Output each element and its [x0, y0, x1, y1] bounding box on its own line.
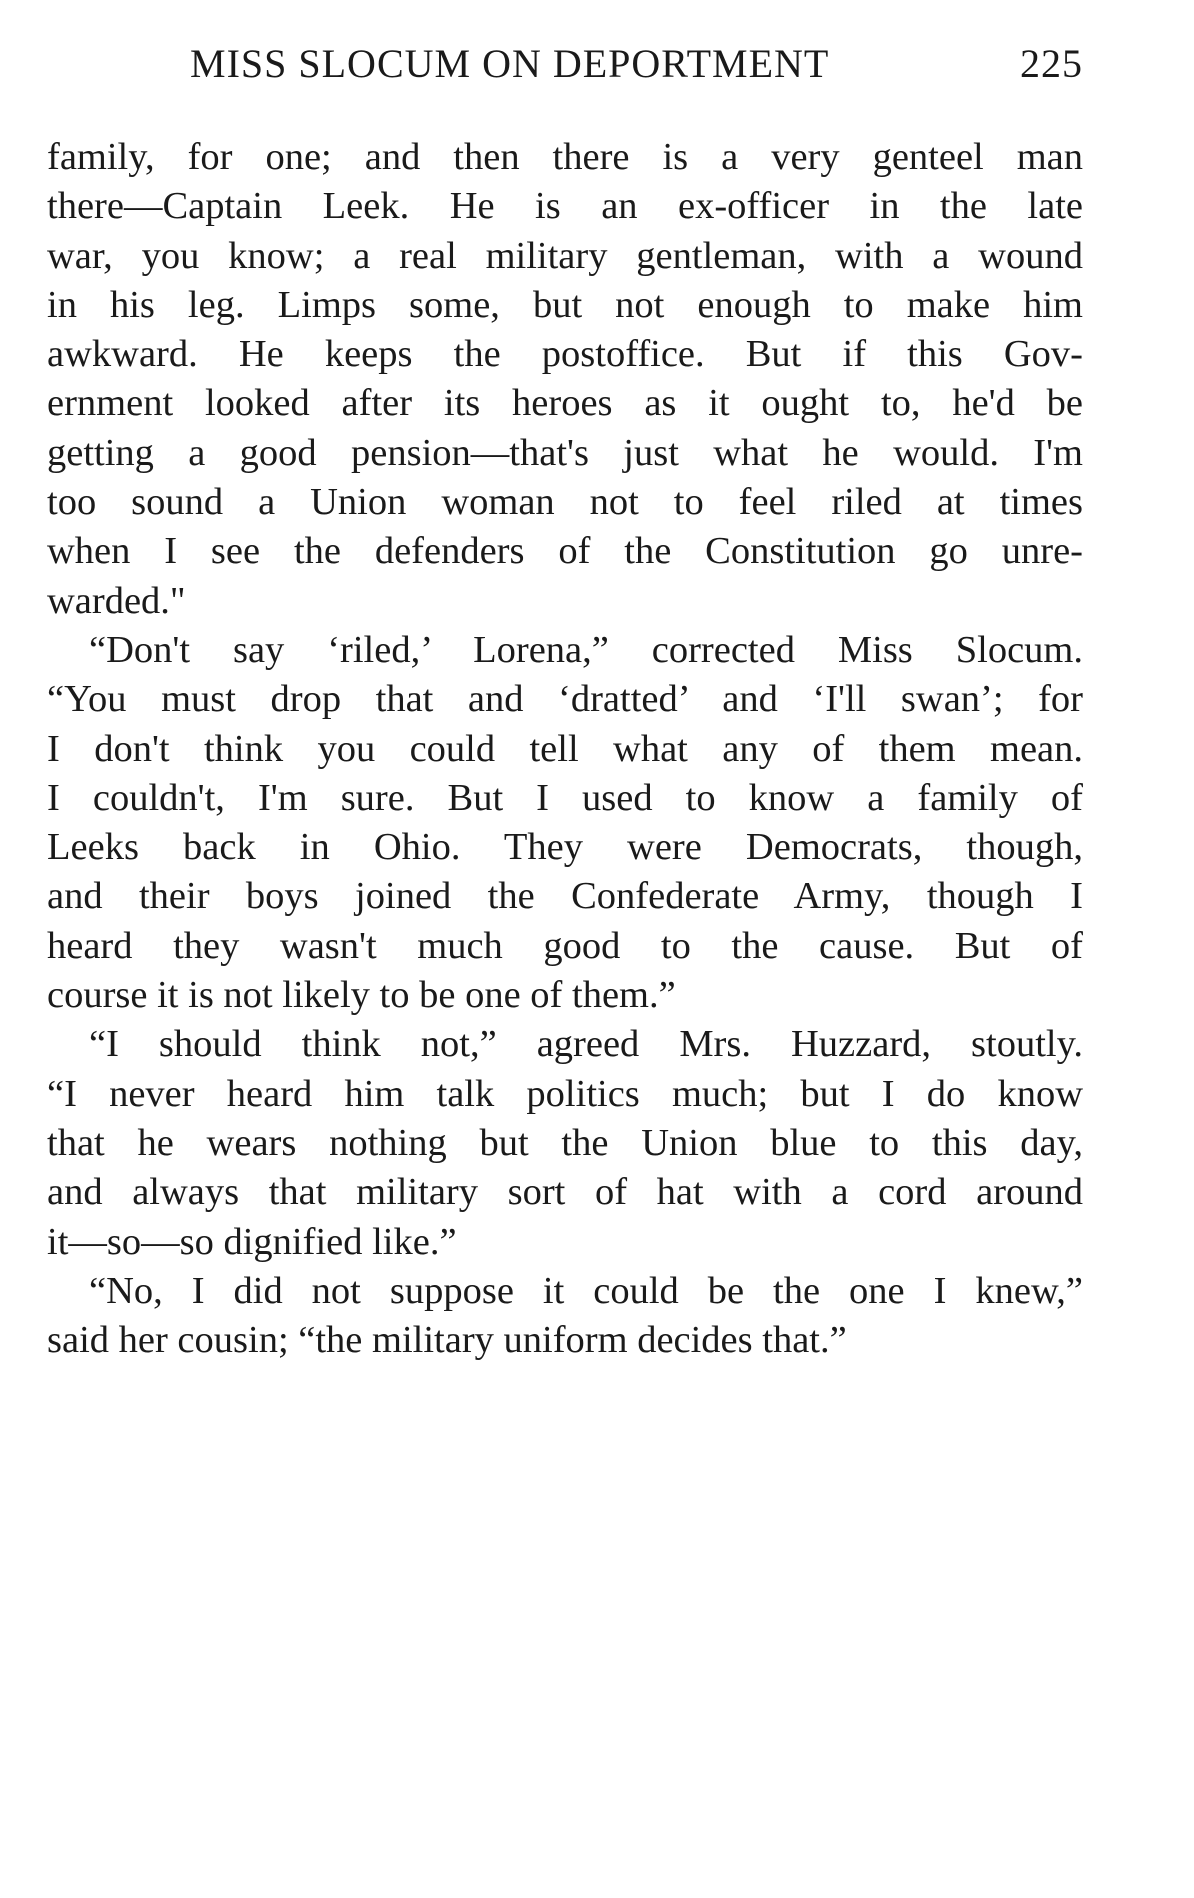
body-text: [47, 133, 1083, 1365]
text-line: in his leg. Limps some, but not enough to make him: [47, 283, 1083, 326]
text-line: ernment looked after its heroes as it ought to, he'd be: [47, 382, 1083, 425]
text-line: “I never heard him talk politics much; but I do know: [47, 1072, 1083, 1115]
running-title: MISS SLOCUM ON DEPORTMENT: [190, 41, 830, 86]
text-line: warded.": [47, 579, 186, 622]
text-line: “You must drop that and ‘dratted’ and ‘I'll swan’; for: [47, 678, 1083, 721]
text-line: Leeks back in Ohio. They were Democrats, though,: [47, 826, 1083, 869]
text-line: getting a good pension—that's just what he would. I'm: [47, 431, 1083, 474]
text-line: I don't think you could tell what any of them mean.: [47, 727, 1083, 770]
text-line: there—Captain Leek. He is an ex-officer in the late: [47, 185, 1083, 228]
text-line: when I see the defenders of the Constitution go unre-: [47, 530, 1083, 573]
text-line: too sound a Union woman not to feel riled at times: [47, 481, 1083, 524]
text-line: “I should think not,” agreed Mrs. Huzzard, stoutly.: [89, 1023, 1083, 1066]
text-line: course it is not likely to be one of them.”: [47, 974, 676, 1017]
text-line: heard they wasn't much good to the cause. But of: [47, 924, 1083, 967]
text-line: that he wears nothing but the Union blue to this day,: [47, 1121, 1083, 1164]
text-line: family, for one; and then there is a very genteel man: [47, 136, 1083, 178]
text-line: war, you know; a real military gentleman, with a wound: [47, 234, 1083, 277]
text-line: “No, I did not suppose it could be the one I knew,”: [89, 1269, 1083, 1312]
text-line: it—so—so dignified like.”: [47, 1220, 457, 1263]
text-line: awkward. He keeps the postoffice. But if this Gov-: [47, 333, 1083, 376]
text-line: and always that military sort of hat with a cord around: [47, 1171, 1083, 1214]
text-line: “Don't say ‘riled,’ Lorena,” corrected Miss Slocum.: [89, 628, 1083, 671]
page-number: 225: [1020, 41, 1083, 86]
text-line: and their boys joined the Confederate Army, though I: [47, 875, 1083, 918]
text-line: said her cousin; “the military uniform decides that.”: [47, 1319, 847, 1362]
text-line: I couldn't, I'm sure. But I used to know a family of: [47, 776, 1083, 819]
running-header: [190, 38, 1083, 90]
